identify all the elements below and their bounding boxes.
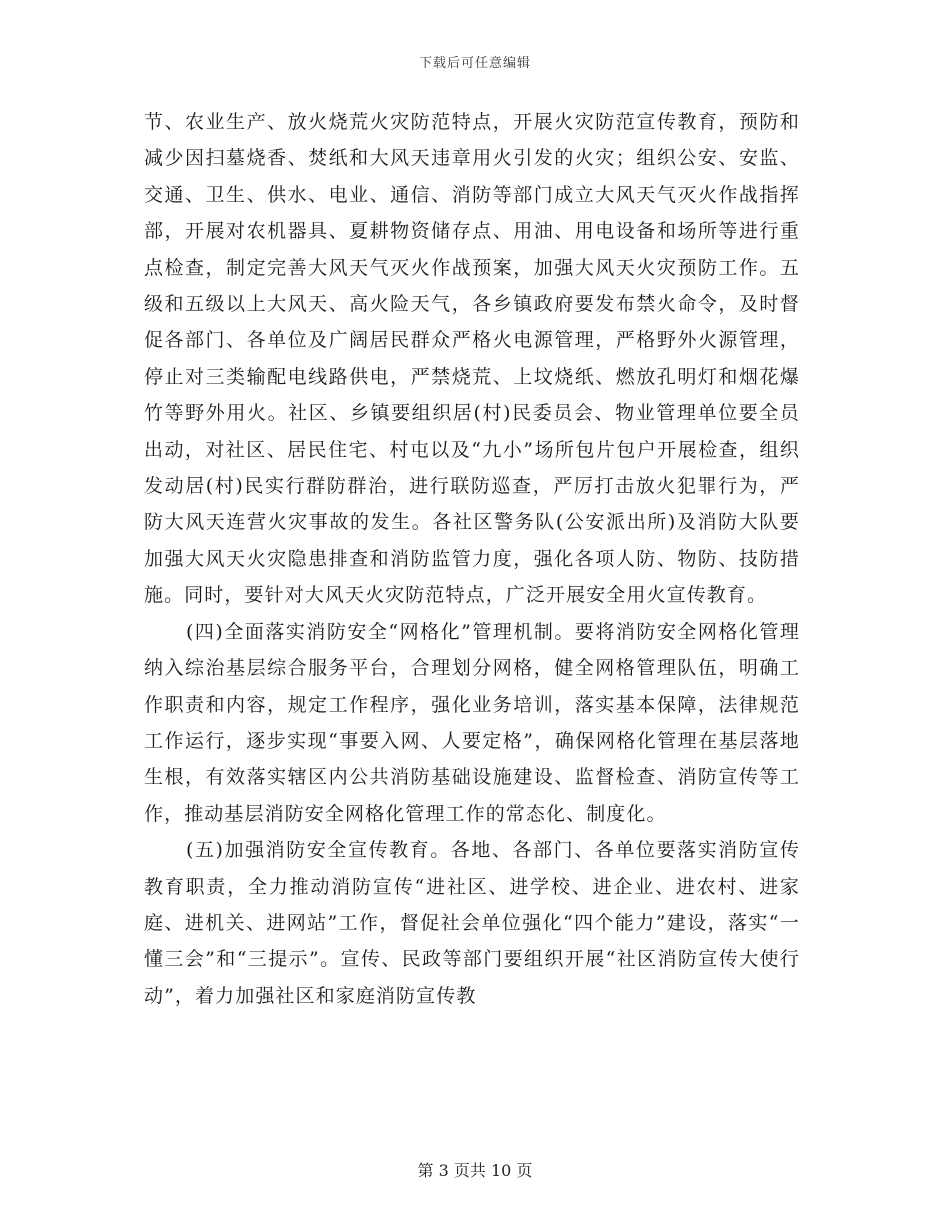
body-paragraph-2: (四)全面落实消防安全“网格化”管理机制。要将消防安全网格化管理纳入综治基层综合服务平台，合理划分网格，健全网格管理队伍，明确工作职责和内容，规定工作程序，强化业务培训，落实基本保障，法律规范工作运行，逐步实现“事要入网、人要定格”，确保网格化管理在基层落地生根，有效落实辖区内公共消防基础设施建设、监督检查、消防宣传等工作，推动基层消防安全网格化管理工作的常态化、制度化。 (144, 620, 800, 825)
page-number: 第 3 页共 10 页 (417, 1161, 533, 1180)
body-paragraph-3: (五)加强消防安全宣传教育。各地、各部门、各单位要落实消防宣传教育职责，全力推动消防宣传“进社区、进学校、进企业、进农村、进家庭、进机关、进网站”工作，督促社会单位强化“四个能力”建设，落实“一懂三会”和“三提示”。宣传、民政等部门要组织开展“社区消防宣传大使行动”，着力加强社区和家庭消防宣传教 (144, 839, 800, 1007)
body-paragraph-1: 节、农业生产、放火烧荒火灾防范特点，开展火灾防范宣传教育，预防和减少因扫墓烧香、焚纸和大风天违章用火引发的火灾；组织公安、安监、交通、卫生、供水、电业、通信、消防等部门成立大风天气灭火作战指挥部，开展对农机器具、夏耕物资储存点、用油、用电设备和场所等进行重点检查，制定完善大风天气灭火作战预案，加强大风天火灾预防工作。五级和五级以上大风天、高火险天气，各乡镇政府要发布禁火命令，及时督促各部门、各单位及广阔居民群众严格火电源管理，严格野外火源管理，停止对三类输配电线路供电，严禁烧荒、上坟烧纸、燃放孔明灯和烟花爆竹等野外用火。社区、乡镇要组织居(村)民委员会、物业管理单位要全员出动，对社区、居民住宅、村屯以及“九小”场所包片包户开展检查，组织发动居(村)民实行群防群治，进行联防巡查，严厉打击放火犯罪行为，严防大风天连营火灾事故的发生。各社区警务队(公安派出所)及消防大队要加强大风天火灾隐患排查和消防监管力度，强化各项人防、物防、技防措施。同时，要针对大风天火灾防范特点，广泛开展安全用火宣传教育。 (144, 111, 800, 607)
page-header: 下载后可任意编辑 (418, 56, 531, 71)
document-body (144, 104, 800, 1014)
